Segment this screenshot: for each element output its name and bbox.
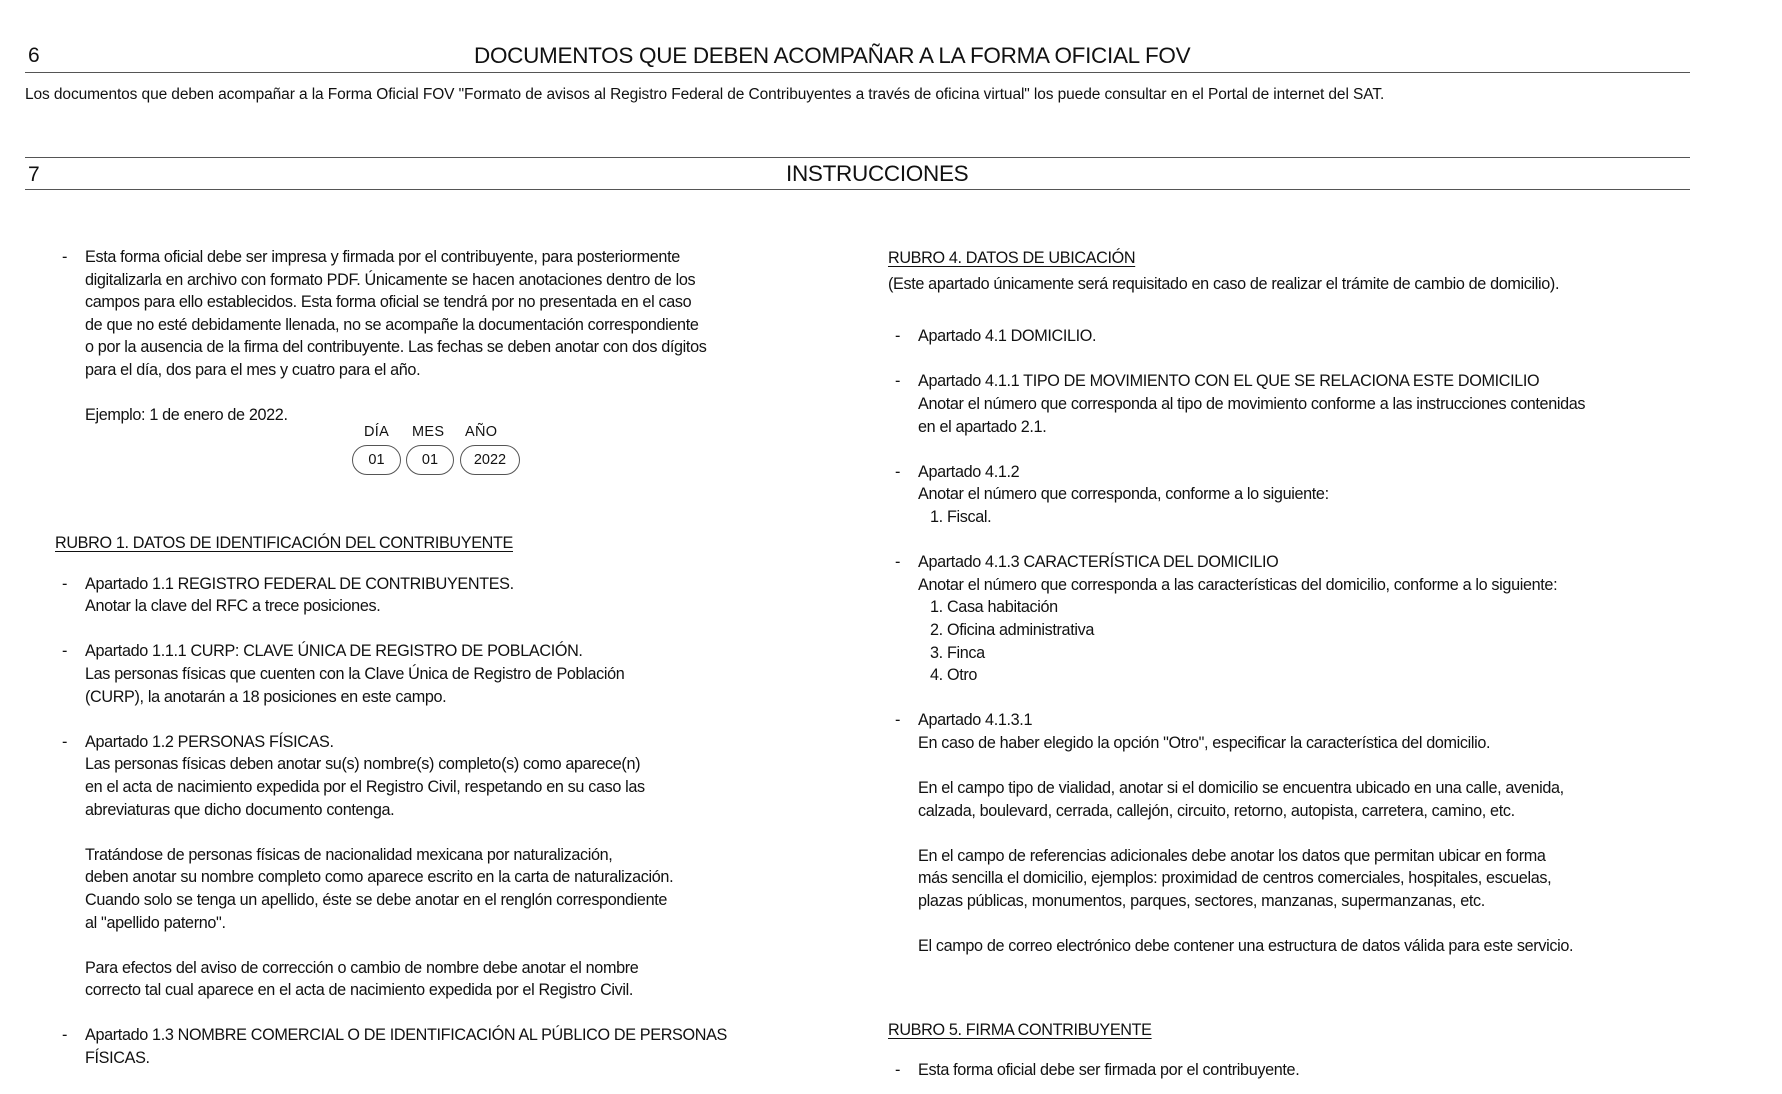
- apartado-text: en el apartado 2.1.: [918, 417, 1047, 436]
- apartado-heading: Apartado 1.2 PERSONAS FÍSICAS.: [85, 732, 334, 751]
- option-item: 2. Oficina administrativa: [930, 620, 1094, 639]
- apartado-1-1: - Apartado 1.1 REGISTRO FEDERAL DE CONTRIBUYENTES. Anotar la clave del RFC a trece posiciones.: [55, 573, 815, 618]
- apartado-text: FÍSICAS.: [85, 1049, 150, 1068]
- year-label: AÑO: [465, 424, 498, 440]
- month-field: 01: [406, 445, 454, 475]
- apartado-heading: Apartado 1.1 REGISTRO FEDERAL DE CONTRIBUYENTES.: [85, 574, 514, 593]
- option-item: 3. Finca: [930, 643, 985, 662]
- rubro-1-heading: RUBRO 1. DATOS DE IDENTIFICACIÓN DEL CONTRIBUYENTE: [55, 534, 513, 552]
- apartado-text: Las personas físicas que cuenten con la Clave Única de Registro de Población: [85, 664, 625, 683]
- apartado-1-3: - Apartado 1.3 NOMBRE COMERCIAL O DE IDENTIFICACIÓN AL PÚBLICO DE PERSONAS FÍSICAS.: [55, 1024, 815, 1069]
- apartado-text: Cuando solo se tenga un apellido, éste se debe anotar en el renglón correspondiente: [85, 890, 668, 909]
- day-field: 01: [352, 445, 401, 475]
- apartado-4-1-1: - Apartado 4.1.1 TIPO DE MOVIMIENTO CON EL QUE SE RELACIONA ESTE DOMICILIO Anotar el número que corresponda al tipo de movimiento conforme a las instrucciones contenidas en el apartado 2.1.: [888, 370, 1768, 438]
- apartado-text: Esta forma oficial debe ser firmada por el contribuyente.: [918, 1061, 1300, 1080]
- apartado-text: Tratándose de personas físicas de nacionalidad mexicana por naturalización,: [85, 845, 613, 864]
- apartado-heading: Apartado 1.1.1 CURP: CLAVE ÚNICA DE REGISTRO DE POBLACIÓN.: [85, 642, 583, 661]
- apartado-text: correcto tal cual aparece en el acta de nacimiento expedida por el Registro Civil.: [85, 981, 634, 1000]
- date-example: Ejemplo: 1 de enero de 2022.: [85, 406, 288, 425]
- apartado-text: Anotar el número que corresponda al tipo de movimiento conforme a las instrucciones contenidas: [918, 394, 1586, 413]
- apartado-text: calzada, boulevard, cerrada, callejón, circuito, retorno, autopista, carretera, camino, etc.: [918, 801, 1515, 820]
- apartado-4-1-3-1: - Apartado 4.1.3.1 En caso de haber elegido la opción "Otro", especificar la característica del domicilio. En el campo tipo de vialidad, anotar si el domicilio se encuentra ubicado en una calle, avenida, calzada, boulevard, cerrada, callejón, circuito, retorno, autopista, carretera, camino, etc. En el campo de referencias adicionales debe anotar los datos que permitan ubicar en forma más sencilla el domicilio, ejemplos: proximidad de centros comerciales, hospitales, escuelas, plazas públicas, monumentos, parques, sectores, manzanas, supermanzanas, etc. El campo de correo electrónico debe contener una estructura de datos válida para este servicio.: [888, 709, 1768, 958]
- left-column-lower: [55, 532, 815, 1070]
- apartado-text: deben anotar su nombre completo como aparece escrito en la carta de naturalización.: [85, 868, 674, 887]
- section-7-title: INSTRUCCIONES: [786, 161, 969, 186]
- right-column: [888, 247, 1768, 1082]
- rubro-4-heading: RUBRO 4. DATOS DE UBICACIÓN: [888, 249, 1136, 267]
- section-6-number: 6: [28, 44, 40, 67]
- apartado-heading: Apartado 4.1.1 TIPO DE MOVIMIENTO CON EL QUE SE RELACIONA ESTE DOMICILIO: [918, 372, 1540, 391]
- divider: [25, 157, 1690, 158]
- apartado-text: En el campo de referencias adicionales debe anotar los datos que permitan ubicar en forma: [918, 846, 1546, 865]
- apartado-heading: Apartado 4.1.2: [918, 462, 1020, 481]
- section-6-text: Los documentos que deben acompañar a la Forma Oficial FOV "Formato de avisos al Registro Federal de Contribuyentes a través de oficina virtual" los puede consultar en el Portal de internet del SAT.: [25, 86, 1385, 103]
- apartado-text: En el campo tipo de vialidad, anotar si el domicilio se encuentra ubicado en una calle, avenida,: [918, 779, 1564, 798]
- apartado-text: Las personas físicas deben anotar su(s) nombre(s) completo(s) como aparece(n): [85, 755, 641, 774]
- apartado-text: Anotar el número que corresponda a las características del domicilio, conforme a lo siguiente:: [918, 575, 1558, 594]
- year-field: 2022: [460, 445, 520, 475]
- apartado-text: En caso de haber elegido la opción "Otro", especificar la característica del domicilio.: [918, 733, 1491, 752]
- option-item: 1. Casa habitación: [930, 598, 1058, 617]
- rubro-4-note: (Este apartado únicamente será requisitado en caso de realizar el trámite de cambio de domicilio).: [888, 274, 1560, 293]
- option-item: 4. Otro: [930, 666, 978, 685]
- apartado-4-1-2: - Apartado 4.1.2 Anotar el número que corresponda, conforme a lo siguiente: 1. Fiscal.: [888, 461, 1768, 529]
- apartado-text: Para efectos del aviso de corrección o cambio de nombre debe anotar el nombre: [85, 958, 639, 977]
- apartado-text: plazas públicas, monumentos, parques, sectores, manzanas, supermanzanas, etc.: [918, 892, 1485, 911]
- apartado-text: El campo de correo electrónico debe contener una estructura de datos válida para este servicio.: [918, 937, 1574, 956]
- apartado-4-1: - Apartado 4.1 DOMICILIO.: [888, 325, 1768, 348]
- apartado-1-1-1: - Apartado 1.1.1 CURP: CLAVE ÚNICA DE REGISTRO DE POBLACIÓN. Las personas físicas que cuenten con la Clave Única de Registro de Población (CURP), la anotarán a 18 posiciones en este campo.: [55, 640, 815, 708]
- intro-line: de que no esté debidamente llenada, no se acompañe la documentación correspondiente: [85, 315, 699, 334]
- apartado-heading: Apartado 4.1 DOMICILIO.: [918, 327, 1097, 346]
- intro-line: para el día, dos para el mes y cuatro para el año.: [85, 360, 421, 379]
- apartado-text: al "apellido paterno".: [85, 913, 226, 932]
- apartado-heading: Apartado 4.1.3 CARACTERÍSTICA DEL DOMICILIO: [918, 553, 1279, 572]
- section-6-title: DOCUMENTOS QUE DEBEN ACOMPAÑAR A LA FORMA OFICIAL FOV: [474, 43, 1191, 68]
- apartado-heading: Apartado 4.1.3.1: [918, 711, 1033, 730]
- apartado-heading: Apartado 1.3 NOMBRE COMERCIAL O DE IDENTIFICACIÓN AL PÚBLICO DE PERSONAS: [85, 1026, 727, 1045]
- intro-item: - Esta forma oficial debe ser impresa y firmada por el contribuyente, para posteriormente digitalizarla en archivo con formato PDF. Únicamente se hacen anotaciones dentro de los campos para ello establecidos. Esta forma oficial se tendrá por no presentada en el caso de que no esté debidamente llenada, no se acompañe la documentación correspondiente o por la ausencia de la firma del contribuyente. Las fechas se deben anotar con dos dígitos para el día, dos para el mes y cuatro para el año. Ejemplo: 1 de enero de 2022.: [55, 246, 815, 427]
- apartado-text: (CURP), la anotarán a 18 posiciones en este campo.: [85, 687, 447, 706]
- apartado-4-1-3: - Apartado 4.1.3 CARACTERÍSTICA DEL DOMICILIO Anotar el número que corresponda a las características del domicilio, conforme a lo siguiente: 1. Casa habitación 2. Oficina administrativa 3. Finca 4. Otro: [888, 551, 1768, 687]
- left-column: [55, 246, 815, 427]
- day-label: DÍA: [364, 424, 390, 440]
- intro-line: digitalizarla en archivo con formato PDF. Únicamente se hacen anotaciones dentro de los: [85, 270, 696, 289]
- intro-line: Esta forma oficial debe ser impresa y firmada por el contribuyente, para posteriormente: [85, 248, 680, 266]
- section-7-number: 7: [28, 163, 40, 186]
- divider: [25, 189, 1690, 190]
- month-label: MES: [412, 424, 445, 440]
- divider: [25, 72, 1690, 73]
- apartado-text: más sencilla el domicilio, ejemplos: proximidad de centros comerciales, hospitales, escuelas,: [918, 869, 1552, 888]
- apartado-text: Anotar la clave del RFC a trece posiciones.: [85, 597, 381, 616]
- intro-line: campos para ello establecidos. Esta forma oficial se tendrá por no presentada en el caso: [85, 293, 692, 312]
- rubro-5-item: - Esta forma oficial debe ser firmada por el contribuyente.: [888, 1059, 1768, 1082]
- option-item: 1. Fiscal.: [930, 507, 992, 526]
- apartado-text: Anotar el número que corresponda, conforme a lo siguiente:: [918, 485, 1329, 504]
- rubro-5-heading: RUBRO 5. FIRMA CONTRIBUYENTE: [888, 1020, 1152, 1039]
- apartado-1-2: - Apartado 1.2 PERSONAS FÍSICAS. Las personas físicas deben anotar su(s) nombre(s) completo(s) como aparece(n) en el acta de nacimiento expedida por el Registro Civil, respetando en su caso las abreviaturas que dicho documento contenga. Tratándose de personas físicas de nacionalidad mexicana por naturalización, deben anotar su nombre completo como aparece escrito en la carta de naturalización. Cuando solo se tenga un apellido, éste se debe anotar en el renglón correspondiente al "apellido paterno". Para efectos del aviso de corrección o cambio de nombre debe anotar el nombre correcto tal cual aparece en el acta de nacimiento expedida por el Registro Civil.: [55, 731, 815, 1002]
- apartado-text: en el acta de nacimiento expedida por el Registro Civil, respetando en su caso las: [85, 777, 645, 796]
- apartado-text: abreviaturas que dicho documento contenga.: [85, 800, 395, 819]
- intro-line: o por la ausencia de la firma del contribuyente. Las fechas se deben anotar con dos dígitos: [85, 338, 707, 357]
